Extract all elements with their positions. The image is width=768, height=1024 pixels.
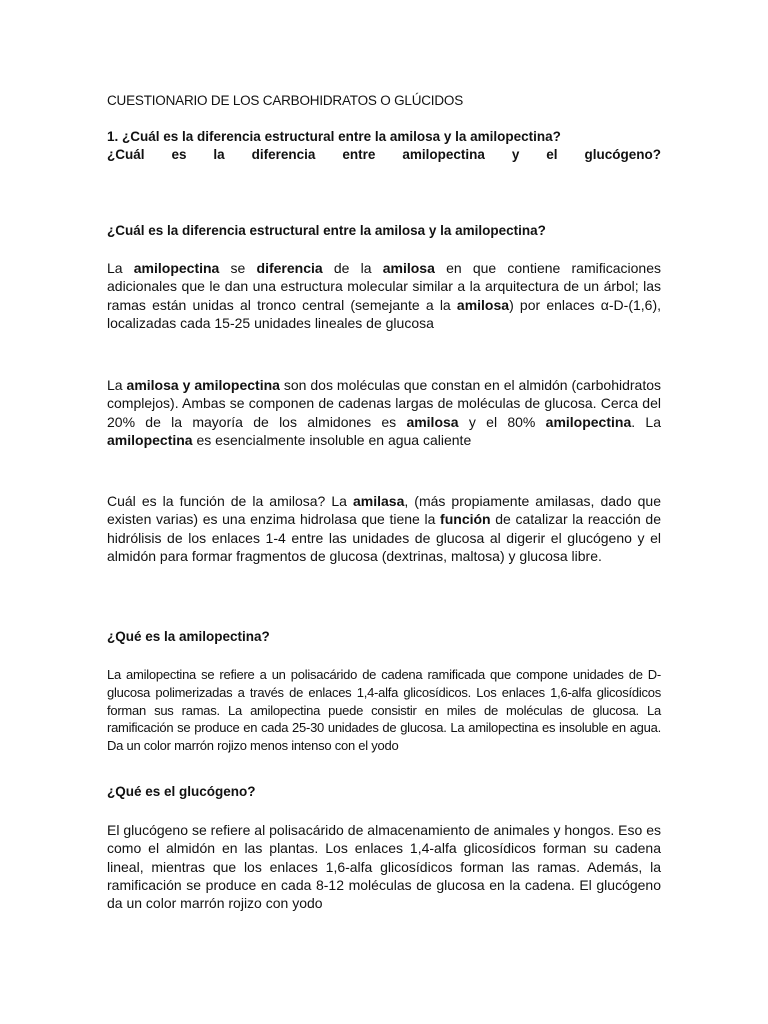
- bold-term: función: [440, 511, 491, 528]
- text-run: La: [107, 260, 134, 276]
- text-run: , (más propiamente amilasas, dado que existen varias) es una enzima hidrolasa que tiene la: [107, 493, 661, 528]
- question-1-line-1: 1. ¿Cuál es la diferencia estructural entre la amilosa y la amilopectina?: [107, 129, 561, 144]
- bold-term: amilosa: [456, 296, 510, 313]
- bold-term: amilasa: [352, 493, 405, 509]
- bold-term: amilopectina: [107, 431, 193, 448]
- bold-term: amilosa y amilopectina: [126, 377, 280, 393]
- text-run: La: [107, 377, 127, 393]
- section-heading-amilopectina: ¿Qué es la amilopectina?: [107, 629, 270, 644]
- bold-term: amilopectina: [133, 260, 220, 276]
- bold-term: diferencia: [256, 260, 323, 276]
- text-run: se: [219, 260, 257, 276]
- text-run: . La: [631, 413, 661, 430]
- text-run: Cuál es la función de la amilosa? La: [107, 493, 353, 509]
- paragraph-amilosa-amilopectina: [107, 376, 661, 449]
- paragraph-amilopectina-definition: La amilopectina se refiere a un polisacárido de cadena ramificada que compone unidades de D-glucosa polimerizadas a través de enlaces 1,4-alfa glicosídicos. Los enlaces 1,6-alfa glicosídicos forman sus ramas. La amilopectina puede consistir en miles de moléculas de glucosa. La ramificación se produce en cada 25-30 unidades de glucosa. La amilopectina es insoluble en agua. Da un color marrón rojizo menos intenso con el yodo: [107, 667, 661, 754]
- paragraph-amilopectina-difference: [107, 259, 661, 332]
- section-heading-structural-difference: ¿Cuál es la diferencia estructural entre la amilosa y la amilopectina?: [107, 223, 546, 238]
- text-run: es esencialmente insoluble en agua caliente: [192, 431, 472, 448]
- document-title: CUESTIONARIO DE LOS CARBOHIDRATOS O GLÚCIDOS: [107, 93, 464, 108]
- text-run: en que contiene ramificaciones adicionales que le dan una estructura molecular similar a la arquitectura de un árbol; las ramas están unidas al tronco central (semejante a la: [107, 260, 661, 313]
- question-1-line-2: ¿Cuál es la diferencia entre amilopectina y el glucógeno?: [107, 147, 661, 162]
- bold-term: amilosa: [406, 413, 459, 430]
- text-run: son dos moléculas que constan en el almidón (carbohidratos complejos). Ambas se componen de cadenas largas de moléculas de glucosa. Cerca del 20% de la mayoría de los almidones es: [107, 377, 661, 430]
- bold-term: amilosa: [382, 260, 435, 276]
- paragraph-funcion-amilosa: [107, 492, 661, 565]
- paragraph-glucogeno-definition: El glucógeno se refiere al polisacárido de almacenamiento de animales y hongos. Eso es como el almidón en las plantas. Los enlaces 1,4-alfa glicosídicos forman su cadena lineal, mientras que los enlaces 1,6-alfa glicosídicos forman las ramas. Además, la ramificación se produce en cada 8-12 moléculas de glucosa en la cadena. El glucógeno da un color marrón rojizo con yodo: [107, 822, 661, 912]
- text-run: de la: [322, 260, 383, 276]
- section-heading-glucogeno: ¿Qué es el glucógeno?: [107, 784, 256, 799]
- text-run: ) por enlaces α-D-(1,6), localizadas cada 15-25 unidades lineales de glucosa: [107, 296, 662, 331]
- text-run: de catalizar la reacción de hidrólisis de los enlaces 1-4 entre las unidades de glucosa al digerir el glucógeno y el almidón para formar fragmentos de glucosa (dextrinas, maltosa) y glucosa libre.: [107, 511, 661, 564]
- text-run: y el 80%: [458, 413, 546, 430]
- question-1: [107, 128, 661, 164]
- bold-term: amilopectina: [545, 413, 632, 430]
